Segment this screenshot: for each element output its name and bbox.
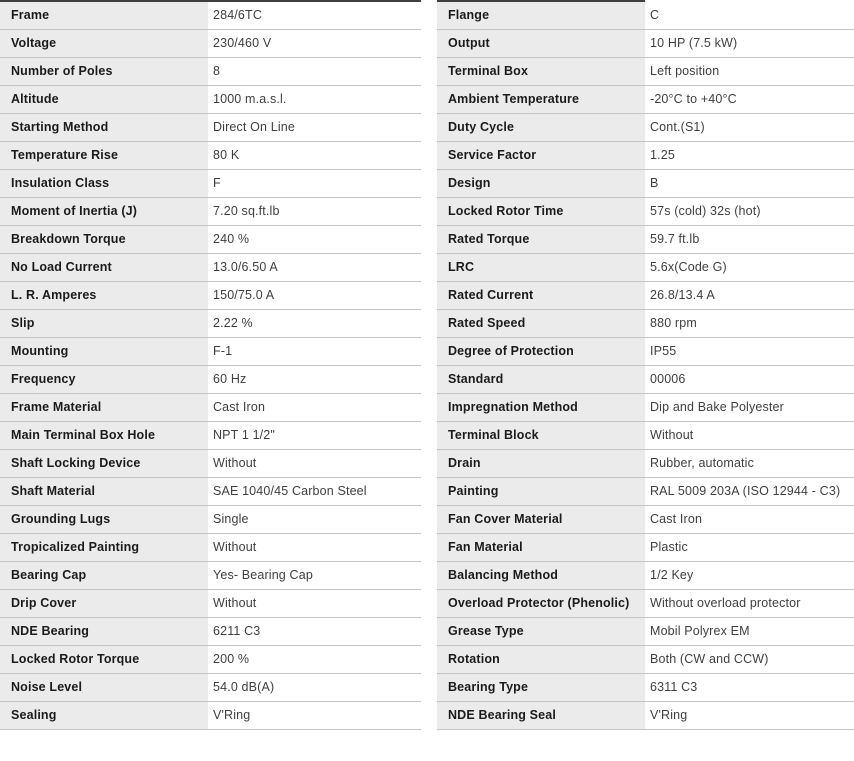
table-row: [437, 449, 854, 477]
spec-value: 8: [208, 57, 421, 85]
spec-label: Drip Cover: [0, 589, 208, 617]
spec-label: Sealing: [0, 701, 208, 729]
spec-label: Noise Level: [0, 673, 208, 701]
spec-value: Without: [208, 589, 421, 617]
spec-value: RAL 5009 203A (ISO 12944 - C3): [645, 477, 854, 505]
spec-value: F-1: [208, 337, 421, 365]
spec-value: Direct On Line: [208, 113, 421, 141]
spec-label: L. R. Amperes: [0, 281, 208, 309]
spec-value: 1/2 Key: [645, 561, 854, 589]
table-row: [0, 85, 421, 113]
table-row: [0, 673, 421, 701]
spec-label: Grounding Lugs: [0, 505, 208, 533]
spec-label: Locked Rotor Torque: [0, 645, 208, 673]
table-row: [437, 645, 854, 673]
table-row: [437, 113, 854, 141]
table-row: [437, 225, 854, 253]
table-row: [0, 113, 421, 141]
table-row: [437, 169, 854, 197]
table-row: [0, 477, 421, 505]
table-row: [437, 533, 854, 561]
spec-label: Starting Method: [0, 113, 208, 141]
table-row: [0, 281, 421, 309]
spec-label: Design: [437, 169, 645, 197]
spec-value: 1.25: [645, 141, 854, 169]
spec-value: IP55: [645, 337, 854, 365]
spec-value: -20°C to +40°C: [645, 85, 854, 113]
table-row: [0, 1, 421, 29]
spec-value: B: [645, 169, 854, 197]
spec-label: Fan Cover Material: [437, 505, 645, 533]
spec-label: Rated Torque: [437, 225, 645, 253]
spec-value: 54.0 dB(A): [208, 673, 421, 701]
spec-table-right-body: [437, 1, 854, 729]
spec-label: Standard: [437, 365, 645, 393]
table-row: [437, 421, 854, 449]
spec-label: Overload Protector (Phenolic): [437, 589, 645, 617]
spec-label: Breakdown Torque: [0, 225, 208, 253]
spec-label: Bearing Type: [437, 673, 645, 701]
table-row: [0, 365, 421, 393]
spec-value: Without: [208, 533, 421, 561]
spec-value: 59.7 ft.lb: [645, 225, 854, 253]
spec-table-left-body: [0, 1, 421, 729]
table-row: [0, 617, 421, 645]
table-row: [437, 561, 854, 589]
table-row: [0, 141, 421, 169]
table-row: [437, 197, 854, 225]
spec-label: Frequency: [0, 365, 208, 393]
spec-value: 13.0/6.50 A: [208, 253, 421, 281]
table-row: [437, 589, 854, 617]
spec-value: 200 %: [208, 645, 421, 673]
spec-label: Number of Poles: [0, 57, 208, 85]
spec-value: 57s (cold) 32s (hot): [645, 197, 854, 225]
table-row: [0, 505, 421, 533]
spec-value: Without: [208, 449, 421, 477]
table-row: [437, 29, 854, 57]
spec-label: Insulation Class: [0, 169, 208, 197]
spec-value: Cont.(S1): [645, 113, 854, 141]
spec-label: Balancing Method: [437, 561, 645, 589]
spec-value: C: [645, 1, 854, 29]
table-row: [437, 673, 854, 701]
table-row: [0, 393, 421, 421]
table-row: [437, 85, 854, 113]
spec-value: Cast Iron: [645, 505, 854, 533]
spec-label: Main Terminal Box Hole: [0, 421, 208, 449]
spec-label: Service Factor: [437, 141, 645, 169]
spec-label: Rated Speed: [437, 309, 645, 337]
spec-value: Dip and Bake Polyester: [645, 393, 854, 421]
spec-label: Moment of Inertia (J): [0, 197, 208, 225]
spec-value: SAE 1040/45 Carbon Steel: [208, 477, 421, 505]
table-row: [437, 701, 854, 729]
table-row: [437, 365, 854, 393]
table-row: [437, 281, 854, 309]
spec-label: Frame Material: [0, 393, 208, 421]
table-row: [437, 505, 854, 533]
spec-value: 880 rpm: [645, 309, 854, 337]
spec-value: 150/75.0 A: [208, 281, 421, 309]
table-row: [0, 337, 421, 365]
spec-label: Terminal Box: [437, 57, 645, 85]
spec-label: Output: [437, 29, 645, 57]
table-row: [437, 141, 854, 169]
table-row: [0, 589, 421, 617]
spec-label: Grease Type: [437, 617, 645, 645]
spec-label: Flange: [437, 1, 645, 29]
spec-label: Drain: [437, 449, 645, 477]
table-row: [437, 309, 854, 337]
table-row: [437, 253, 854, 281]
spec-label: Rated Current: [437, 281, 645, 309]
table-row: [0, 309, 421, 337]
spec-label: Degree of Protection: [437, 337, 645, 365]
spec-label: No Load Current: [0, 253, 208, 281]
spec-label: Locked Rotor Time: [437, 197, 645, 225]
spec-label: Slip: [0, 309, 208, 337]
table-row: [437, 337, 854, 365]
spec-label: Fan Material: [437, 533, 645, 561]
spec-label: Painting: [437, 477, 645, 505]
table-row: [0, 561, 421, 589]
table-row: [0, 197, 421, 225]
spec-label: Altitude: [0, 85, 208, 113]
spec-value: Single: [208, 505, 421, 533]
table-row: [0, 449, 421, 477]
spec-label: Bearing Cap: [0, 561, 208, 589]
spec-label: Terminal Block: [437, 421, 645, 449]
table-row: [0, 701, 421, 729]
table-row: [0, 645, 421, 673]
table-row: [437, 617, 854, 645]
spec-label: LRC: [437, 253, 645, 281]
spec-value: Left position: [645, 57, 854, 85]
table-row: [437, 1, 854, 29]
spec-value: V'Ring: [645, 701, 854, 729]
table-row: [0, 253, 421, 281]
spec-value: 2.22 %: [208, 309, 421, 337]
spec-label: Mounting: [0, 337, 208, 365]
spec-value: V'Ring: [208, 701, 421, 729]
spec-value: Without overload protector: [645, 589, 854, 617]
spec-value: Both (CW and CCW): [645, 645, 854, 673]
spec-value: 00006: [645, 365, 854, 393]
table-row: [437, 57, 854, 85]
spec-value: 5.6x(Code G): [645, 253, 854, 281]
spec-table-left: [0, 0, 421, 730]
spec-value: Yes- Bearing Cap: [208, 561, 421, 589]
spec-value: Plastic: [645, 533, 854, 561]
table-row: [0, 225, 421, 253]
spec-value: 240 %: [208, 225, 421, 253]
spec-value: 230/460 V: [208, 29, 421, 57]
spec-label: Impregnation Method: [437, 393, 645, 421]
spec-value: 7.20 sq.ft.lb: [208, 197, 421, 225]
spec-value: 80 K: [208, 141, 421, 169]
spec-label: Shaft Locking Device: [0, 449, 208, 477]
spec-label: Rotation: [437, 645, 645, 673]
spec-value: 10 HP (7.5 kW): [645, 29, 854, 57]
spec-label: NDE Bearing Seal: [437, 701, 645, 729]
table-row: [437, 393, 854, 421]
spec-value: 284/6TC: [208, 1, 421, 29]
spec-value: 6311 C3: [645, 673, 854, 701]
spec-value: Cast Iron: [208, 393, 421, 421]
spec-value: 26.8/13.4 A: [645, 281, 854, 309]
spec-value: 1000 m.a.s.l.: [208, 85, 421, 113]
spec-label: Voltage: [0, 29, 208, 57]
spec-value: 60 Hz: [208, 365, 421, 393]
table-row: [437, 477, 854, 505]
spec-label: Duty Cycle: [437, 113, 645, 141]
spec-value: F: [208, 169, 421, 197]
spec-label: NDE Bearing: [0, 617, 208, 645]
spec-value: Without: [645, 421, 854, 449]
table-row: [0, 533, 421, 561]
spec-label: Frame: [0, 1, 208, 29]
spec-value: NPT 1 1/2": [208, 421, 421, 449]
table-row: [0, 421, 421, 449]
spec-value: Rubber, automatic: [645, 449, 854, 477]
spec-label: Ambient Temperature: [437, 85, 645, 113]
spec-label: Shaft Material: [0, 477, 208, 505]
spec-label: Temperature Rise: [0, 141, 208, 169]
spec-value: Mobil Polyrex EM: [645, 617, 854, 645]
table-row: [0, 169, 421, 197]
spec-table-right: [437, 0, 854, 730]
spec-value: 6211 C3: [208, 617, 421, 645]
table-row: [0, 57, 421, 85]
table-row: [0, 29, 421, 57]
spec-label: Tropicalized Painting: [0, 533, 208, 561]
